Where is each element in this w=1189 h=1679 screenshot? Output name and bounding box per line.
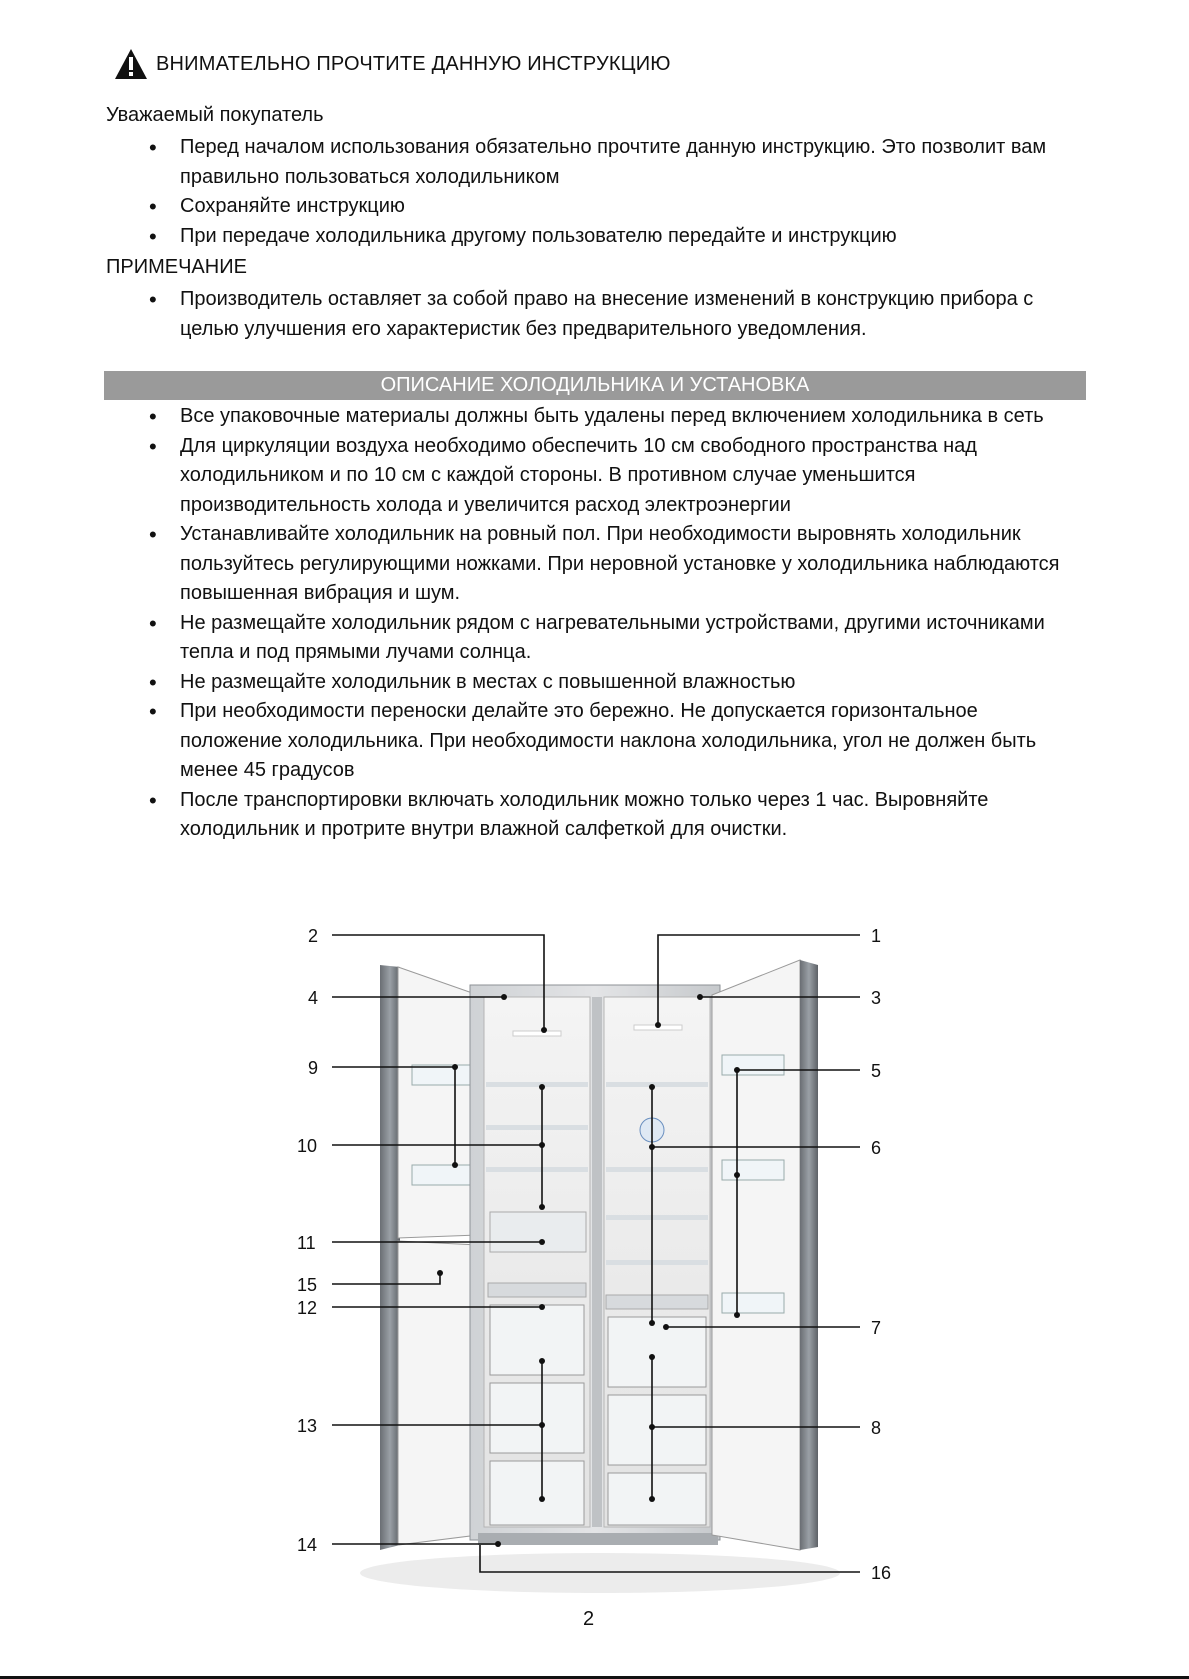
callout-label: 12 xyxy=(297,1298,318,1318)
list-item: • При передаче холодильника другому пользователю передайте и инструкцию xyxy=(180,222,1080,252)
list-item: • Не размещайте холодильник в местах с повышенной влажностью xyxy=(180,668,1080,698)
callout-label: 2 xyxy=(308,926,319,946)
list-item: • После транспортировки включать холодильник можно только через 1 час. Выровняйте холодильник и протрите внутри влажной салфеткой для очистки. xyxy=(180,786,1080,845)
list-item: • Производитель оставляет за собой право на внесение изменений в конструкцию прибора с целью улучшения его характеристик без предварительного уведомления. xyxy=(180,285,1080,344)
callout-label: 4 xyxy=(308,988,319,1008)
warning-triangle-icon xyxy=(114,48,148,80)
callout-label: 14 xyxy=(297,1535,318,1555)
refrigerator-illustration xyxy=(0,905,1189,1605)
callout-label: 7 xyxy=(871,1318,882,1338)
list-item: • Для циркуляции воздуха необходимо обеспечить 10 см свободного пространства над холодильником и по 10 см с каждой стороны. В противном случае уменьшится производительность холода и увеличится расход электроэнергии xyxy=(180,432,1080,521)
section-title-bar: ОПИСАНИЕ ХОЛОДИЛЬНИКА И УСТАНОВКА xyxy=(104,371,1086,400)
callout-label: 16 xyxy=(871,1563,892,1583)
greeting: Уважаемый покупатель xyxy=(106,104,324,126)
note-list xyxy=(180,285,1080,344)
list-item: • При необходимости переноски делайте это бережно. Не допускается горизонтальное положение холодильника. При необходимости наклона холодильника, угол не должен быть менее 45 градусов xyxy=(180,697,1080,786)
warning-heading xyxy=(114,48,671,80)
warning-title-text: ВНИМАТЕЛЬНО ПРОЧТИТЕ ДАННУЮ ИНСТРУКЦИЮ xyxy=(156,52,671,75)
note-heading: ПРИМЕЧАНИЕ xyxy=(106,256,247,278)
callout-label: 15 xyxy=(297,1275,318,1295)
list-item: • Устанавливайте холодильник на ровный пол. При необходимости выровнять холодильник пользуйтесь регулирующими ножками. При неровной установке у холодильника наблюдаются повышенная вибрация и шум. xyxy=(180,520,1080,609)
intro-list xyxy=(180,133,1080,251)
callout-label: 5 xyxy=(871,1061,882,1081)
list-item: • Сохраняйте инструкцию xyxy=(180,192,1080,222)
floor-shadow xyxy=(360,1553,840,1593)
list-item: • Все упаковочные материалы должны быть удалены перед включением холодильника в сеть xyxy=(180,402,1080,432)
list-item: • Не размещайте холодильник рядом с нагревательными устройствами, другими источниками тепла и под прямыми лучами солнца. xyxy=(180,609,1080,668)
callout-label: 13 xyxy=(297,1416,318,1436)
callout-label: 8 xyxy=(871,1418,882,1438)
callout-label: 11 xyxy=(297,1233,316,1253)
refrigerator-diagram xyxy=(0,905,1189,1605)
callout-label: 10 xyxy=(297,1136,318,1156)
left-door xyxy=(380,965,478,1550)
list-item: • Перед началом использования обязательно прочтите данную инструкцию. Это позволит вам правильно пользоваться холодильником xyxy=(180,133,1080,192)
cabinet xyxy=(470,985,720,1545)
callout-label: 3 xyxy=(871,988,882,1008)
page-number: 2 xyxy=(583,1608,595,1630)
installation-list xyxy=(180,402,1080,845)
callout-label: 9 xyxy=(308,1058,319,1078)
callout-label: 1 xyxy=(871,926,882,946)
right-door xyxy=(712,960,818,1550)
callout-label: 6 xyxy=(871,1138,882,1158)
